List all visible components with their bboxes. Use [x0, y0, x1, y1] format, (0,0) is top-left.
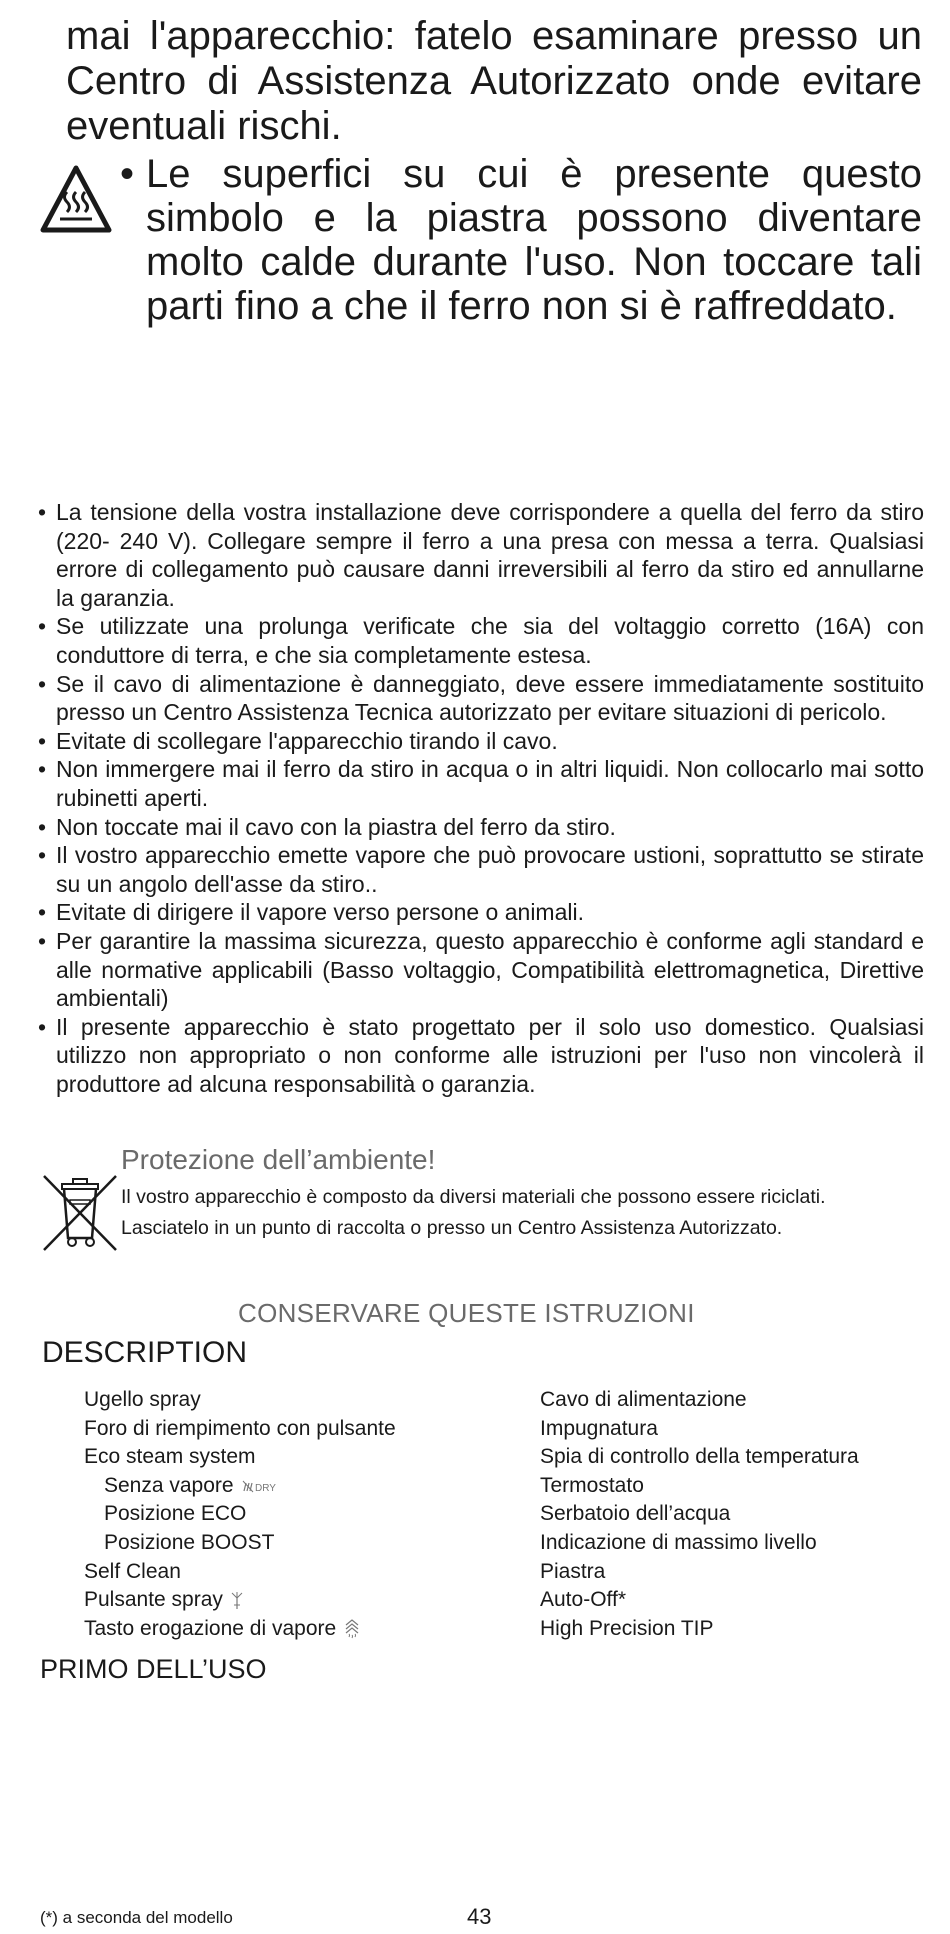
list-item: Senza vapore DRY [84, 1472, 504, 1501]
keep-instructions-heading: CONSERVARE QUESTE ISTRUZIONI [238, 1298, 695, 1328]
list-item: Auto-Off* [540, 1588, 626, 1612]
list-item: Eco steam system [84, 1445, 256, 1469]
list-item: High Precision TIP [540, 1616, 714, 1640]
description-title: DESCRIPTION [42, 1336, 248, 1369]
list-item: Pulsante spray [84, 1586, 504, 1615]
list-item: • Se il cavo di alimentazione è danneggiato, deve essere immediatamente sostituito presso un Centro Assistenza Tecnica autorizzato per evitare situazioni di pericolo. [38, 670, 924, 727]
list-item: Ugello spray [84, 1388, 201, 1411]
dry-steam-icon [242, 1479, 280, 1493]
hot-surface-warning-text: Le superfici su cui è presente questo simbolo e la piastra possono diventare molto calde durante l'uso. Non toccare tali parti fino a che il ferro non si è raffreddato. [146, 152, 922, 328]
list-item: • Se utilizzate una prolunga verificate che sia del voltaggio corretto (16A) con conduttore di terra, e che sia completamente estesa. [38, 612, 924, 669]
list-item: Foro di riempimento con pulsante [84, 1416, 396, 1440]
list-item: • Evitate di scollegare l'apparecchio tirando il cavo. [38, 727, 924, 756]
list-item: Self Clean [84, 1559, 181, 1583]
first-use-heading: PRIMO DELL’USO [40, 1654, 267, 1684]
list-item: Impugnatura [540, 1416, 658, 1440]
environment-text: Il vostro apparecchio è composto da diversi materiali che possono essere riciclati. Lasciatelo in un punto di raccolta o presso un Centro Assistenza Autorizzato. [121, 1186, 826, 1239]
spray-icon [231, 1592, 243, 1610]
hot-surface-warning-icon [40, 164, 112, 236]
steam-burst-icon [344, 1618, 360, 1640]
crossed-out-bin-icon [40, 1172, 120, 1254]
continued-paragraph: mai l'apparecchio: fatelo esaminare presso un Centro di Assistenza Autorizzato onde evitare eventuali rischi. [66, 14, 922, 148]
page-number: 43 [467, 1904, 492, 1929]
list-item: • La tensione della vostra installazione deve corrispondere a quella del ferro da stiro (220- 240 V). Collegare sempre il ferro a una presa con messa a terra. Qualsiasi errore di collegamento può causare danni irreversibili al ferro da stiro ed annullarne la garanzia. [38, 498, 924, 612]
list-item: Cavo di alimentazione [540, 1388, 747, 1411]
list-item: Posizione ECO [104, 1502, 247, 1526]
safety-instructions-list [38, 498, 924, 1098]
list-item: • Non toccate mai il cavo con la piastra del ferro da stiro. [38, 813, 924, 842]
list-item: Serbatoio dell’acqua [540, 1502, 731, 1526]
list-item: Indicazione di massimo livello [540, 1530, 817, 1554]
list-item: Termostato [540, 1473, 644, 1497]
warning-bullet: • [120, 152, 135, 196]
description-list-left [84, 1386, 504, 1643]
list-item: • Evitate di dirigere il vapore verso persone o animali. [38, 898, 924, 927]
footnote: (*) a seconda del modello [40, 1908, 233, 1927]
list-item: Tasto erogazione di vapore [84, 1615, 504, 1644]
list-item: • Non immergere mai il ferro da stiro in acqua o in altri liquidi. Non collocarlo mai sotto rubinetti aperti. [38, 755, 924, 812]
description-list-right [540, 1386, 940, 1643]
svg-text:DRY: DRY [254, 1483, 276, 1494]
environment-title: Protezione dell’ambiente! [121, 1144, 436, 1175]
list-item: Spia di controllo della temperatura [540, 1445, 859, 1469]
list-item: • Per garantire la massima sicurezza, questo apparecchio è conforme agli standard e alle normative applicabili (Basso voltaggio, Compatibilità elettromagnetica, Direttive ambientali) [38, 927, 924, 1013]
list-item: Piastra [540, 1559, 606, 1583]
list-item: • Il vostro apparecchio emette vapore che può provocare ustioni, soprattutto se stirate su un angolo dell'asse da stiro.. [38, 841, 924, 898]
list-item: • Il presente apparecchio è stato progettato per il solo uso domestico. Qualsiasi utilizzo non appropriato o non conforme alle istruzioni per l'uso non vincolerà il produttore ad alcuna responsabilità o garanzia. [38, 1013, 924, 1099]
list-item: Posizione BOOST [104, 1530, 275, 1554]
